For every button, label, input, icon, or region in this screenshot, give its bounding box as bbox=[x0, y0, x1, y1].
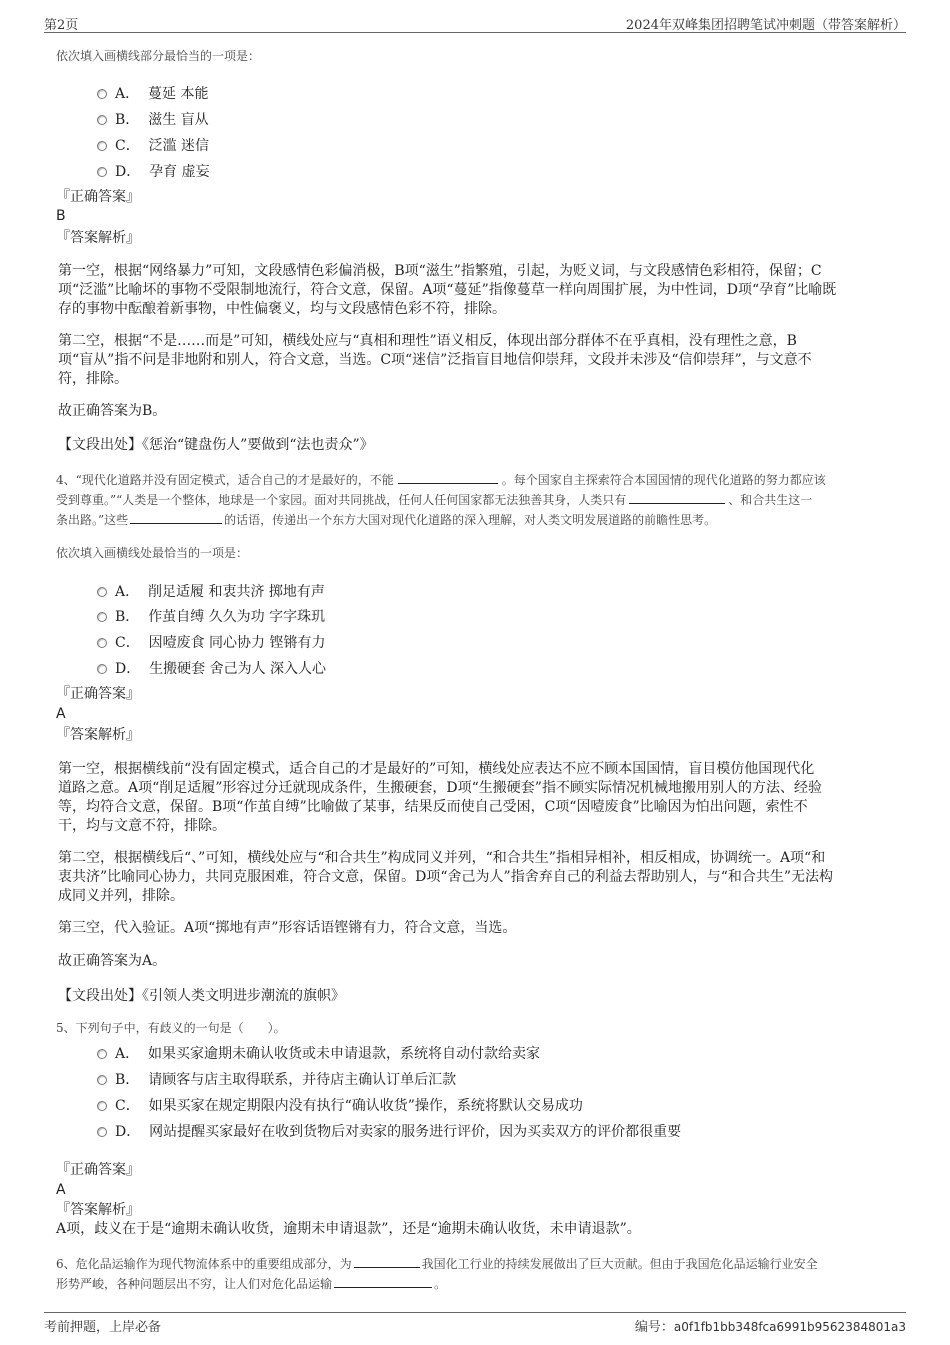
blank-2 bbox=[334, 1275, 432, 1288]
radio-icon[interactable] bbox=[97, 1075, 107, 1085]
analysis-label: 『答案解析』 bbox=[56, 727, 140, 743]
q4-conclusion: 故正确答案为A。 bbox=[58, 953, 167, 969]
q3-analysis-p2-line1: 第二空，根据“不是……而是”可知，横线处应与“真相和理性”语义相反，体现出部分群体不在乎真相，没有理性之意，B bbox=[58, 333, 797, 349]
q4-analysis-p3: 第三空，代入验证。A项“掷地有声”形容话语铿锵有力，符合文意，当选。 bbox=[58, 920, 517, 936]
q4-source: 【文段出处】《引领人类文明进步潮流的旗帜》 bbox=[58, 988, 345, 1004]
q3-analysis-p2-line3: 符，排除。 bbox=[58, 371, 128, 387]
correct-answer-label: 『正确答案』 bbox=[56, 1162, 140, 1178]
q3-source: 【文段出处】《惩治“键盘伤人”要做到“法也责众”》 bbox=[58, 437, 374, 453]
q4-option-d[interactable]: D． 生搬硬套 舍己为人 深入人心 bbox=[97, 658, 326, 678]
q3-option-c[interactable]: C． 泛滥 迷信 bbox=[97, 135, 209, 155]
document-code: 编号：a0f1fb1bb348fca6991b9562384801a3 bbox=[634, 1320, 906, 1335]
q4-analysis-p1-line2: 道路之意。A项“削足适履”形容过分迁就现成条件，生搬硬套，D项“生搬硬套”指不顾实际情况机械地搬用别人的方法、经验 bbox=[58, 780, 822, 796]
q3-analysis-p1-line2: 项“泛滥”比喻坏的事物不受限制地流行，符合文意，保留。A项“蔓延”指像蔓草一样向周围扩展，为中性词，D项“孕育”比喻既 bbox=[58, 282, 837, 298]
q3-analysis-p1-line1: 第一空，根据“网络暴力”可知，文段感情色彩偏消极，B项“滋生”指繁殖，引起，为贬义词，与文段感情色彩相符，保留；C bbox=[58, 263, 822, 279]
q4-analysis-p2-line1: 第二空，根据横线后“、”可知，横线处应与“和合共生”构成同义并列，“和合共生”指相异相补，相反相成，协调统一。A项“和 bbox=[58, 850, 826, 866]
q3-analysis-p2-line2: 项“盲从”指不问是非地附和别人，符合文意，当选。C项“迷信”泛指盲目地信仰崇拜，文段并未涉及“信仰崇拜”，与文意不 bbox=[58, 352, 812, 368]
q5-answer: A bbox=[56, 1182, 66, 1198]
document-title: 2024年双峰集团招聘笔试冲刺题（带答案解析） bbox=[625, 18, 906, 33]
q5-option-c[interactable]: C． 如果买家在规定期限内没有执行“确认收货”操作，系统将默认交易成功 bbox=[97, 1095, 583, 1115]
blank-3 bbox=[130, 511, 222, 524]
radio-icon[interactable] bbox=[97, 167, 107, 177]
q4-stem-line2: 受到尊重。”“人类是一个整体，地球是一个家园。面对共同挑战，任何人任何国家都无法独善其身，人类只有 、和合共生这一 bbox=[56, 493, 813, 507]
radio-icon[interactable] bbox=[97, 638, 107, 648]
q5-option-b[interactable]: B． 请顾客与店主取得联系，并待店主确认订单后汇款 bbox=[97, 1069, 456, 1089]
footer-divider bbox=[44, 1312, 906, 1313]
radio-icon[interactable] bbox=[97, 141, 107, 151]
radio-icon[interactable] bbox=[97, 664, 107, 674]
q3-analysis-p1-line3: 存的事物中酝酿着新事物，中性偏褒义，均与文段感情色彩不符，排除。 bbox=[58, 301, 506, 317]
q3-conclusion: 故正确答案为B。 bbox=[58, 403, 167, 419]
analysis-label: 『答案解析』 bbox=[56, 1202, 140, 1218]
radio-icon[interactable] bbox=[97, 1049, 107, 1059]
q4-option-b[interactable]: B． 作茧自缚 久久为功 字字珠玑 bbox=[97, 606, 325, 626]
blank-1 bbox=[398, 471, 498, 484]
q5-option-d[interactable]: D． 网站提醒买家最好在收到货物后对卖家的服务进行评价，因为买卖双方的评价都很重要 bbox=[97, 1121, 681, 1141]
q5-stem: 5、下列句子中，有歧义的一句是（ ）。 bbox=[56, 1021, 286, 1035]
radio-icon[interactable] bbox=[97, 1101, 107, 1111]
q4-analysis-p1-line4: 干，均与文意不符，排除。 bbox=[58, 818, 226, 834]
q4-option-c[interactable]: C． 因噎废食 同心协力 铿锵有力 bbox=[97, 632, 326, 652]
analysis-label: 『答案解析』 bbox=[56, 230, 140, 246]
q3-option-a[interactable]: A． 蔓延 本能 bbox=[97, 83, 208, 103]
radio-icon[interactable] bbox=[97, 115, 107, 125]
q4-analysis-p2-line2: 衷共济”比喻同心协力，共同克服困难，符合文意，保留。D项“舍己为人”指舍弃自己的利益去帮助别人，与“和合共生”无法构 bbox=[58, 869, 834, 885]
blank-1 bbox=[354, 1255, 420, 1268]
q4-stem-line1: 4、“现代化道路并没有固定模式，适合自己的才是最好的，不能 。每个国家自主探索符合本国国情的现代化道路的努力都应该 bbox=[56, 473, 826, 487]
blank-2 bbox=[629, 491, 725, 504]
radio-icon[interactable] bbox=[97, 612, 107, 622]
q4-analysis-p1-line3: 等，均符合文意，保留。B项“作茧自缚”比喻做了某事，结果反而使自己受困，C项“因噎废食”比喻因为怕出问题，索性不 bbox=[58, 799, 808, 815]
q3-prompt: 依次填入画横线部分最恰当的一项是： bbox=[56, 49, 261, 63]
radio-icon[interactable] bbox=[97, 89, 107, 99]
q6-stem-line1: 6、危化品运输作为现代物流体系中的重要组成部分，为 我国化工行业的持续发展做出了巨大贡献。但由于我国危化品运输行业安全 bbox=[56, 1257, 818, 1271]
header-divider bbox=[44, 32, 906, 33]
q4-answer: A bbox=[56, 706, 66, 722]
q3-option-d[interactable]: D． 孕育 虚妄 bbox=[97, 161, 210, 181]
q3-answer: B bbox=[56, 208, 66, 224]
q4-analysis-p1-line1: 第一空，根据横线前“没有固定模式，适合自己的才是最好的”可知，横线处应表达不应不顾本国国情，盲目模仿他国现代化 bbox=[58, 761, 815, 777]
page-number: 第2页 bbox=[44, 18, 79, 33]
correct-answer-label: 『正确答案』 bbox=[56, 686, 140, 702]
footer-slogan: 考前押题，上岸必备 bbox=[44, 1320, 162, 1335]
correct-answer-label: 『正确答案』 bbox=[56, 189, 140, 205]
q6-stem-line2: 形势严峻，各种问题层出不穷，让人们对危化品运输 。 bbox=[56, 1277, 447, 1291]
q4-stem-line3: 条出路。”这些 的话语，传递出一个东方大国对现代化道路的深入理解，对人类文明发展道路的前瞻性思考。 bbox=[56, 513, 717, 527]
q4-prompt: 依次填入画横线处最恰当的一项是： bbox=[56, 546, 249, 560]
q4-option-a[interactable]: A． 削足适履 和衷共济 掷地有声 bbox=[97, 581, 325, 601]
q3-option-b[interactable]: B． 滋生 盲从 bbox=[97, 109, 209, 129]
radio-icon[interactable] bbox=[97, 587, 107, 597]
q5-analysis: A项，歧义在于是“逾期未确认收货，逾期未申请退款”，还是“逾期未确认收货，未申请退款”。 bbox=[56, 1221, 641, 1237]
q4-analysis-p2-line3: 成同义并列，排除。 bbox=[58, 888, 184, 904]
q5-option-a[interactable]: A． 如果买家逾期未确认收货或未申请退款，系统将自动付款给卖家 bbox=[97, 1043, 540, 1063]
radio-icon[interactable] bbox=[97, 1127, 107, 1137]
